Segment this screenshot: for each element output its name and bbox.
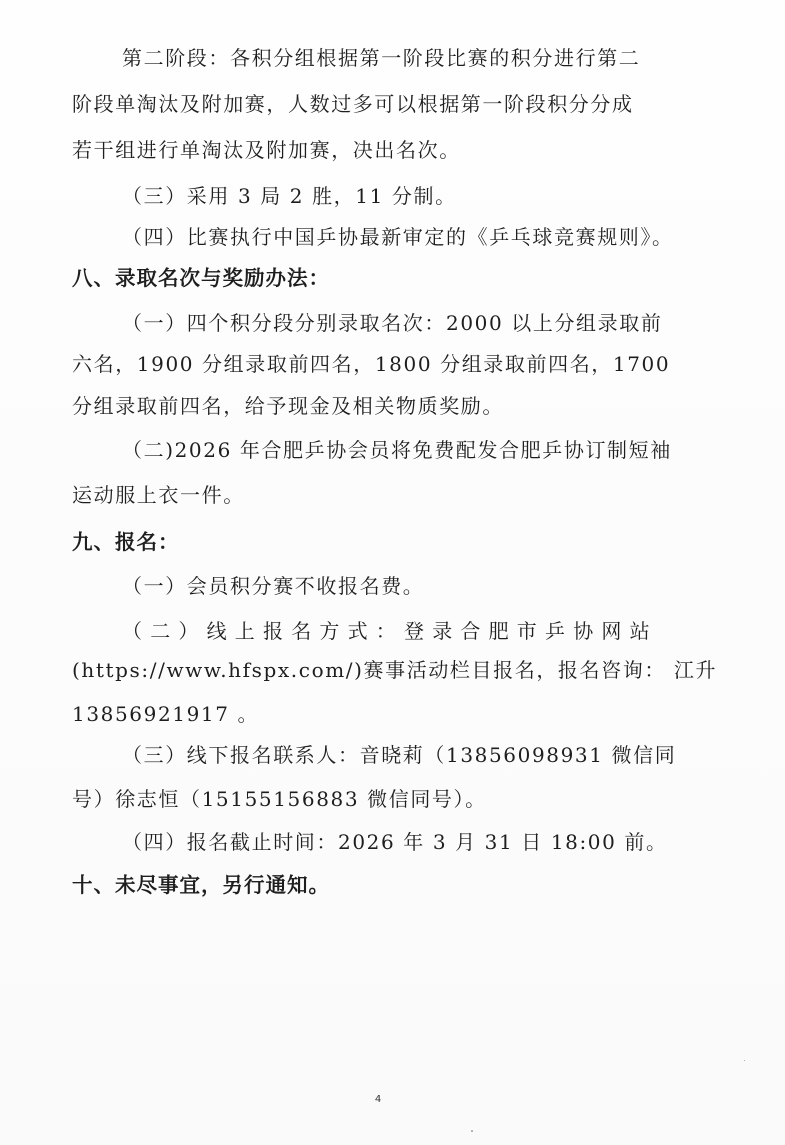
paragraph-line: （三）采用 3 局 2 胜，11 分制。 (122, 184, 457, 208)
paragraph-line: （一）四个积分段分别录取名次：2000 以上分组录取前 (122, 311, 663, 335)
paragraph-line: （四）比赛执行中国乒协最新审定的《乒乓球竞赛规则》。 (122, 225, 674, 249)
paragraph-line: （一）会员积分赛不收报名费。 (122, 574, 425, 598)
page-number: 4 (374, 1094, 382, 1105)
scan-speck (744, 1060, 745, 1061)
scan-speck (471, 1130, 473, 1132)
paragraph-line: （四）报名截止时间：2026 年 3 月 31 日 18:00 前。 (122, 830, 668, 854)
paragraph-line: (https://www.hfspx.com/)赛事活动栏目报名，报名咨询： 江升 (72, 658, 718, 682)
section-heading: 九、报名： (72, 530, 180, 554)
paragraph-line: （二)2026 年合肥乒协会员将免费配发合肥乒协订制短袖 (122, 438, 672, 462)
paragraph-line: 分组录取前四名，给予现金及相关物质奖励。 (72, 394, 504, 418)
paragraph-line: （三）线下报名联系人：音晓莉（13856098931 微信同 (122, 743, 677, 767)
paragraph-line: 第二阶段：各积分组根据第一阶段比赛的积分进行第二 (122, 46, 641, 70)
paragraph-line: 若干组进行单淘汰及附加赛，决出名次。 (72, 138, 461, 162)
paragraph-line: 六名，1900 分组录取前四名，1800 分组录取前四名，1700 (72, 352, 671, 376)
paragraph-line: 运动服上衣一件。 (72, 483, 245, 507)
paragraph-line: 阶段单淘汰及附加赛，人数过多可以根据第一阶段积分分成 (72, 92, 634, 116)
paragraph-line: （二）线上报名方式：登录合肥市乒协网站 (122, 619, 658, 643)
paragraph-line: 号）徐志恒（15155156883 微信同号）。 (72, 787, 487, 811)
section-heading: 八、录取名次与奖励办法： (72, 266, 330, 290)
paragraph-line: 13856921917 。 (72, 702, 260, 726)
section-heading: 十、未尽事宜，另行通知。 (72, 873, 330, 897)
